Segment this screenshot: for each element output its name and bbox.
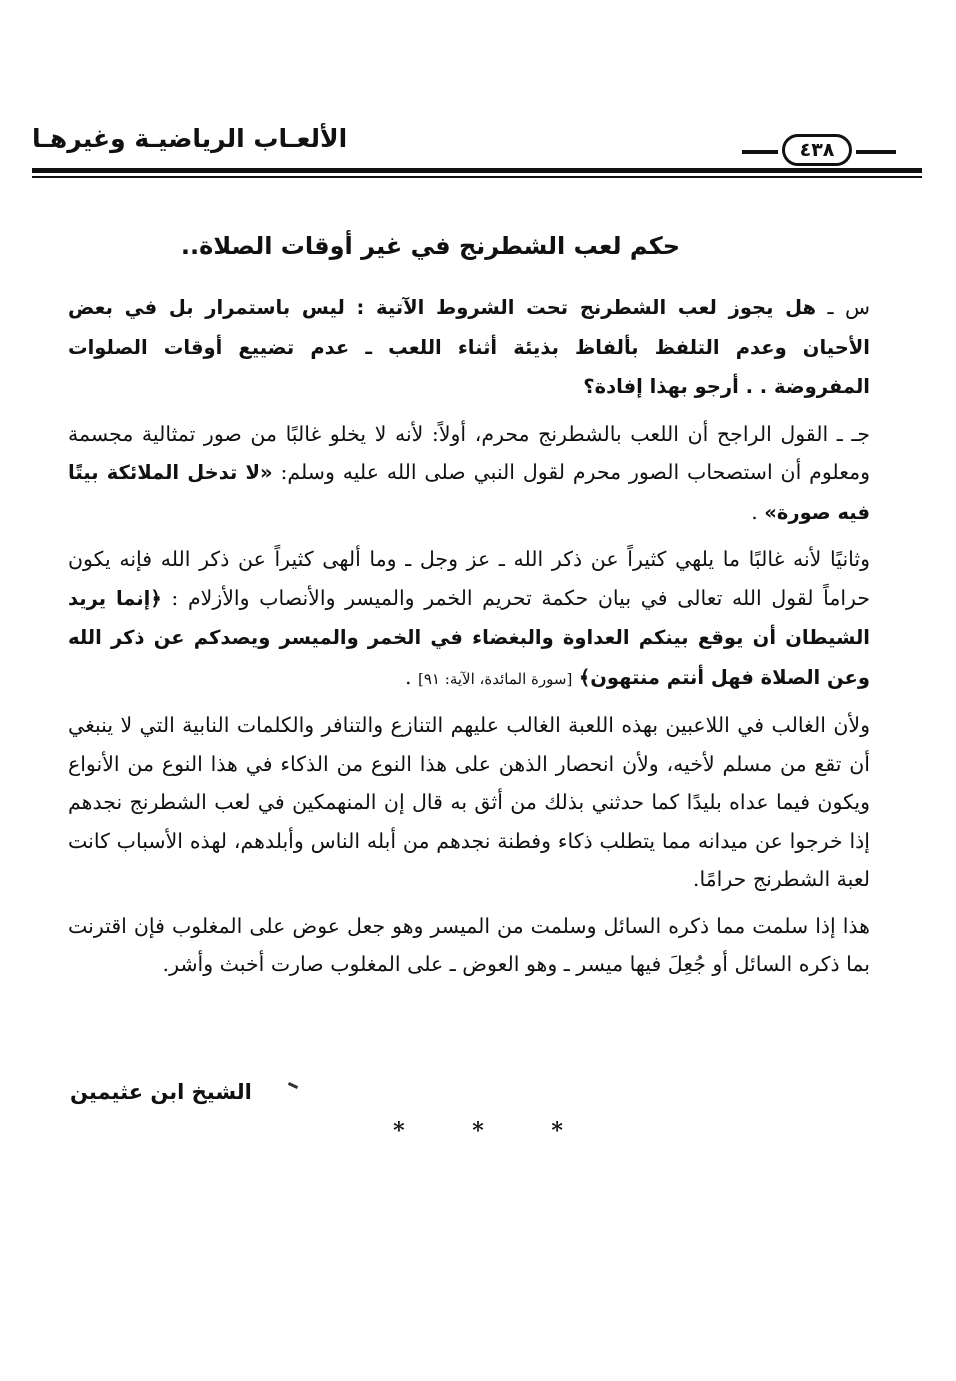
answer-paragraph-4: هذا إذا سلمت مما ذكره السائل وسلمت من الميسر وهو جعل عوض على المغلوب فإن اقترنت بما ذكره السائل أو جُعِلَ فيها ميسر ـ وهو العوض ـ على المغلوب صارت أخبث وأشر.: [68, 913, 870, 976]
section-heading: حكم لعب الشطرنج في غير أوقات الصلاة..: [180, 232, 680, 260]
answer-paragraph-3: ولأن الغالب في اللاعبين بهذه اللعبة الغالب عليهم التنازع والتنافر والكلمات النابية التي لا ينبغي أن تقع من مسلم لأخيه، ولأن انحصار الذهن على هذا النوع من الذكاء في هذا النوع من الأنواع ويكون فيما عداه بليدًا كما حدثني بذلك من أثق به قال إن المنهمكين في لعب الشطرنج نجدهم إذا خرجوا عن ميدانه مما يتطلب ذكاء وفطنة نجدهم من أبله الناس وأبلدهم، لهذه الأسباب كانت لعبة الشطرنج حرامًا.: [68, 713, 870, 891]
page-number: ٤٣٨: [782, 134, 852, 166]
answer-p1-end: .: [751, 499, 758, 524]
header-title: الألعـاب الرياضيـة وغيرهـا: [32, 124, 348, 153]
verse-reference: [سورة المائدة، الآية: ٩١]: [418, 669, 573, 688]
section-separator: * * *: [393, 1118, 593, 1144]
answer-paragraph-2: [68, 540, 870, 698]
question-label: س ـ: [827, 295, 870, 319]
header-ornament-left: [742, 150, 778, 154]
header-rule-thick: [32, 168, 922, 173]
answer-p2-end: .: [404, 664, 412, 689]
quran-verse: ﴿إنما يريد الشيطان أن يوقع بينكم العداوة والبغضاء في الخمر والميسر ويصدكم عن ذكر الله وعن الصلاة فهل أنتم منتهون﴾: [68, 586, 870, 689]
running-header: [22, 118, 922, 178]
signature: الشيخ ابن عثيمين: [70, 1080, 252, 1104]
question-text: هل يجوز لعب الشطرنج تحت الشروط الآتية : ليس باستمرار بل في بعض الأحيان وعدم التلفظ بألفاظ بذيئة أثناء اللعب ـ عدم تضييع أوقات الصلوات المفروضة . . أرجو بهذا إفادة؟: [68, 296, 870, 398]
header-ornament-right: [856, 150, 896, 154]
answer-paragraph-1: [68, 415, 870, 533]
article-body: [68, 288, 870, 992]
answer-p1-lead: جـ ـ القول الراجح أن اللعب بالشطرنج محرم، أولاً: لأنه لا يخلو غالبًا من صور تمثالية مجسمة ومعلوم أن استصحاب الصور محرم لقول النبي صلى الله عليه وسلم:: [68, 421, 870, 484]
question-paragraph: [68, 288, 870, 407]
hadith-quote: «لا تدخل الملائكة بيتًا فيه صورة»: [68, 461, 870, 524]
header-rule-thin: [32, 176, 922, 178]
answer-p2-lead: وثانيًا لأنه غالبًا ما يلهي كثيراً عن ذكر الله ـ عز وجل ـ وما ألهى كثيراً عن ذكر الله فإنه يكون حراماً لقول الله تعالى في بيان حكمة تحريم الخمر والميسر والأنصاب والأزلام :: [68, 547, 871, 610]
